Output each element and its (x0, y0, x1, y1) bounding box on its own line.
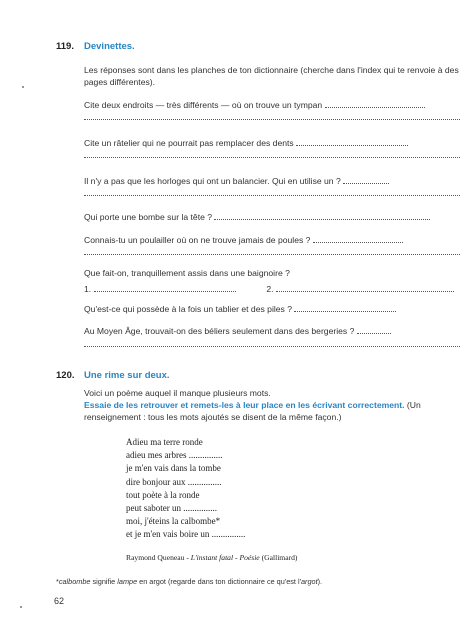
question-baignoire (84, 268, 462, 279)
answer-blank[interactable] (296, 137, 408, 146)
footnote-asterisk: * (56, 577, 59, 586)
question-ratelier (84, 137, 462, 149)
question-bombe (84, 211, 462, 223)
paper-speck (22, 86, 24, 88)
poem-line: tout poète à la ronde (126, 489, 200, 500)
question-text: Cite deux endroits — très différents — où on trouve un tympan (84, 100, 323, 110)
answer-blank[interactable] (343, 175, 389, 184)
paper-speck (20, 606, 22, 608)
credit-work: L'instant fatal (190, 553, 234, 562)
question-text: Cite un râtelier qui ne pourrait pas remplacer des dents (84, 138, 294, 148)
poem-line: moi, j'éteins la calbombe* (126, 516, 221, 527)
question-tablier (84, 303, 462, 315)
question-tympan (84, 99, 462, 111)
poem-line: je m'en vais dans la tombe (126, 463, 221, 474)
answer-blank-2[interactable] (276, 283, 454, 292)
question-text: Au Moyen Âge, trouvait-on des béliers seulement dans des bergeries ? (84, 326, 355, 336)
answer-blank[interactable] (325, 99, 425, 108)
answer-line[interactable] (84, 253, 460, 255)
question-text: Il n'y a pas que les horloges qui ont un balancier. Qui en utilise un ? (84, 176, 341, 186)
answer-number-2: 2. (266, 284, 274, 294)
question-text: Que fait-on, tranquillement assis dans une baignoire ? (84, 268, 290, 278)
exercise-120-instruction (84, 400, 466, 423)
exercise-119-title: Devinettes. (84, 41, 135, 52)
footnote-text: signifie (90, 577, 118, 586)
poem-credit (126, 553, 297, 562)
poem-line: peut saboter un ............... (126, 503, 217, 514)
answer-number-1: 1. (84, 284, 92, 294)
instruction-note: (Un renseignement : tous les mots ajoutés se disent de la même façon.) (84, 400, 421, 422)
answer-line[interactable] (84, 194, 460, 196)
poem-line: Adieu ma terre ronde (126, 437, 203, 447)
footnote (56, 577, 322, 586)
exercise-119-number: 119. (56, 41, 74, 52)
footnote-word: argot (300, 577, 318, 586)
question-beliers (84, 325, 462, 337)
credit-separator: - (233, 553, 240, 562)
credit-separator: - (184, 553, 191, 562)
poem (126, 436, 245, 542)
question-text: Connais-tu un poulailler où on ne trouve jamais de poules ? (84, 235, 311, 245)
poem-line: adieu mes arbres ............... (126, 450, 223, 461)
footnote-word: lampe (117, 577, 138, 586)
question-text: Qu'est-ce qui possède à la fois un tablier et des piles ? (84, 304, 293, 314)
poem-line: et je m'en vais boire un ............... (126, 529, 246, 540)
answer-line[interactable] (84, 345, 460, 347)
credit-author: Raymond Queneau (126, 553, 185, 562)
footnote-text: ). (317, 577, 323, 586)
exercise-120-title: Une rime sur deux. (84, 370, 170, 381)
instruction-bold: Essaie de les retrouver et remets-les à leur place en les écrivant correctement. (84, 400, 405, 410)
page-number: 62 (54, 596, 65, 606)
answer-blank-1[interactable] (94, 283, 236, 292)
question-text: Qui porte une bombe sur la tête ? (84, 212, 213, 222)
baignoire-answers (84, 283, 462, 295)
answer-blank[interactable] (294, 303, 396, 312)
exercise-119-intro: Les réponses sont dans les planches de ton dictionnaire (cherche dans l'index qui te renvoie à des pages différentes). (84, 65, 459, 87)
question-poulailler (84, 234, 462, 246)
answer-blank[interactable] (357, 325, 391, 334)
answer-blank[interactable] (313, 234, 403, 243)
answer-line[interactable] (84, 156, 460, 158)
footnote-word: calbombe (58, 577, 91, 586)
exercise-120-intro: Voici un poème auquel il manque plusieurs mots. (84, 388, 271, 398)
credit-publisher: (Gallimard) (259, 553, 298, 562)
question-balancier (84, 175, 462, 187)
footnote-text: en argot (regarde dans ton dictionnaire ce qu'est l' (137, 577, 301, 586)
poem-line: dire bonjour aux ............... (126, 476, 222, 487)
exercise-120-number: 120. (56, 370, 75, 381)
answer-line[interactable] (84, 118, 460, 120)
answer-blank[interactable] (214, 211, 430, 220)
credit-book: Poésie (239, 553, 260, 562)
